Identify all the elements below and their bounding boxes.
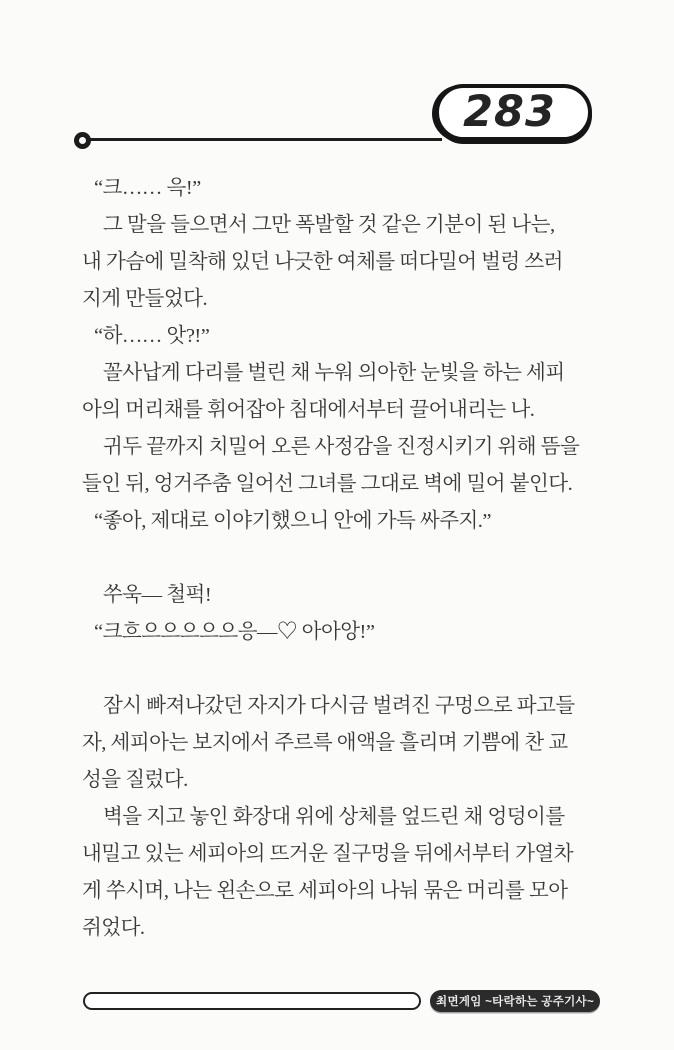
text-line: “크흐으으으으으응—♡ 아아앙!” — [94, 621, 375, 643]
text-line: 아의 머리채를 휘어잡아 침대에서부터 끌어내리는 나. — [82, 399, 535, 421]
text-line: 지게 만들었다. — [82, 288, 208, 310]
text-line: 그 말을 들으면서 그만 폭발할 것 같은 기분이 된 나는, — [103, 214, 555, 236]
text-line: “좋아, 제대로 이야기했으니 안에 가득 싸주지.” — [94, 510, 492, 532]
header-ring-ornament — [74, 132, 91, 149]
text-line: “크…… 윽!” — [94, 177, 201, 199]
blank-line — [82, 651, 622, 688]
text-line: 귀두 끝까지 치밀어 오른 사정감을 진정시키기 위해 뜸을 — [103, 436, 580, 458]
page-number-badge — [435, 84, 592, 141]
text-line: 쥐었다. — [82, 917, 145, 939]
text-line: 들인 뒤, 엉거주춤 일어선 그녀를 그대로 벽에 밀어 붙인다. — [82, 473, 573, 495]
text-line: 쑤욱— 철퍽! — [103, 584, 212, 606]
page-number: 283 — [463, 86, 556, 137]
text-line: 성을 질렀다. — [82, 769, 188, 791]
text-line: “하…… 앗?!” — [94, 325, 210, 347]
text-line: 자, 세피아는 보지에서 주르륵 애액을 흘리며 기쁨에 찬 교 — [82, 732, 568, 754]
book-title-badge — [430, 990, 600, 1012]
text-line: 꼴사납게 다리를 벌린 채 누워 의아한 눈빛을 하는 세피 — [103, 362, 565, 384]
blank-line — [82, 540, 622, 577]
footer-rule-capsule — [83, 992, 421, 1010]
text-line: 내 가슴에 밀착해 있던 나긋한 여체를 떠다밀어 벌렁 쓰러 — [82, 251, 563, 273]
header-rule-line — [90, 138, 442, 141]
book-title: 최면게임 ~타락하는 공주기사~ — [436, 996, 594, 1008]
text-line: 내밀고 있는 세피아의 뜨거운 질구멍을 뒤에서부터 가열차 — [82, 843, 574, 865]
text-line: 게 쑤시며, 나는 왼손으로 세피아의 나눠 묶은 머리를 모아 — [82, 880, 568, 902]
body-text — [82, 170, 622, 947]
text-line: 잠시 빠져나갔던 자지가 다시금 벌려진 구멍으로 파고들 — [103, 695, 575, 717]
text-line: 벽을 지고 놓인 화장대 위에 상체를 엎드린 채 엉덩이를 — [103, 806, 565, 828]
